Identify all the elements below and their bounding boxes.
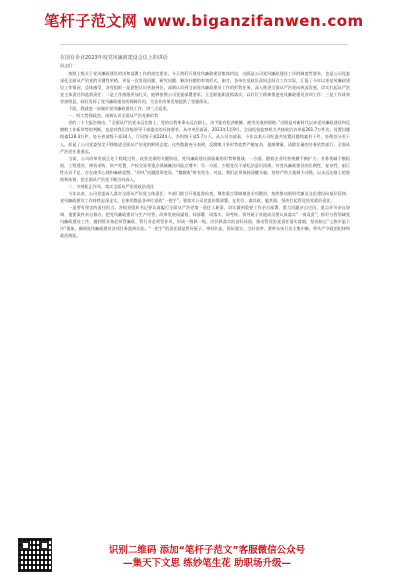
document-title: 在国有企业2023年度党风廉政建设会议上的讲话 <box>60 55 168 61</box>
paragraph: 按照上级关于党风廉政建设的决和部署工作的规定要求，今天我们开展党风廉政建设集体约谈，这既是公司党风廉政建设工作的制度性要求，也是公司党委深化全面从严治党的关键性举措，更是一次发现问题、研究问题、解决问题的有效形式。刚才，各单位党政负责同志结合工作实际，汇报了今年以来党风廉政建设工作情况，总体感受，各党组织一是思想认识更加到位，深刻认识到当前党风廉政建设工作的形势任务，深入推进全面从严治党向纵深发展，切实扛起从严治党主体责任和监督责任；二是工作措施更加扎实，能够按照公司党委部署要求，立足职能职责抓落实，以钉钉子精神推进党风廉政建设各项工作；三是工作成效更加明显，较好发挥了党风廉政建设的保障作用，为企业改革发展提供了坚强保证。 <box>60 71 350 105</box>
site-header <box>0 0 408 46</box>
paragraph: 今年以来，公司党委深入落实全面从严治党主体责任，多部门联合开展监督检查，聚焦重点领域推进专项整治，持续推动新时代廉洁文化建设向基层延伸，党风廉政建设工作持续走深走实。在座的都是各单位党政“一把手”，要落实公司党委决策部署，在其位、谋其政，履其职，坚决扛起管党治党政治责任。 <box>60 190 350 203</box>
paragraph: 党的二十大报告指出，“全面从严治党永远在路上，党的自我革命永远在路上，决不能有松劲歇脚、疲劳厌战的情绪。”这既是对新时代以来党风廉政建设和反腐败工作新形势的判断，也是对我们各级领导干部提出的具体要求。从中央层面看，2023年1至9月，全国纪检监察机关共接收信访举报261.7万件次，处置问题线索128.3万件，处分省部级干部34人、厅局级干部2244人，乡科级干部5.7万人。从公司内部看，今年以来公司纪委共处置问题线索若干件，处理处分若干人，彰显了公司党委坚定不移推进全面从严治党的鲜明态度。这些数据充分表明，反腐败斗争形势依然严峻复杂，遏制增量、清除存量的任务依然艰巨，全面从严治党任重道远。 <box>60 120 350 154</box>
site-footer <box>0 538 408 580</box>
paragraph: 下面，我就进一步做好党风廉政建设工作，讲三点意见。 <box>68 106 171 112</box>
site-brand: 笔杆子范文网 www.biganzifanwen.com <box>44 12 364 30</box>
footer-promo-line: 识别二维码 添加“笔杆子范文”客服微信公众号 <box>108 545 306 556</box>
paragraph: 当前，公司改革发展正处于爬坡过坎、攻坚克难的关键阶段，党风廉政建设面临新的形势和挑战。一方面，随着企业经营规模不断扩大、业务领域不断拓展，工程建设、物资采购、资产处置、产权交易等重点领域廉洁风险点增多；另一方面，少数党员干部纪法意识淡薄，对党风廉政建设的长期性、复杂性、艰巨性认识不足，存在侥幸心理和麻痹思想，“四风”问题隐形变异，“微腐败”时有发生。对此，我们必须保持清醒头脑，坚持严的主基调不动摇，以永远在路上的坚韧和执着，把全面从严治党不断引向深入。 <box>60 155 350 182</box>
qr-code-image <box>18 538 52 572</box>
header-divider <box>60 44 348 45</box>
paragraph: 一是要有坚定的责任担当。各级党组织书记要认真履行全面从严治党第一责任人职责，切实做到重要工作亲自部署、重大问题亲自过问、重点环节亲自协调、重要案件亲自督办，把党风廉政建设与生产经营、改革发展同谋划、同部署、同落实、同考核。领导班子其他成员要认真落实“一岗双责”，抓好分管领域党风廉政建设工作，做到管业务必须管廉政、管行业必须管作风，形成一级抓一级、层层抓落实的良好局面，推动管党治党责任落实落细，坚决防止“上热中温下冷”现象，确保党风廉政建设各项任务落到实处。“一把手”的责任就是管好班子、带好队伍、抓好落实、当好表率，要带头执行民主集中制，带头严守政治纪律和政治规矩。 <box>60 204 350 239</box>
document-body <box>60 54 350 239</box>
footer-slogan: —集天下文思 练妙笔生花 助职场升级— <box>122 558 292 569</box>
section-heading: 二、守规矩正作风，落实全面从严治党政治责任 <box>68 183 155 189</box>
document-greeting: 同志们： <box>60 63 77 68</box>
section-heading: 一、明大势强政治，深刻认识全面从严治党新形势 <box>68 113 159 119</box>
